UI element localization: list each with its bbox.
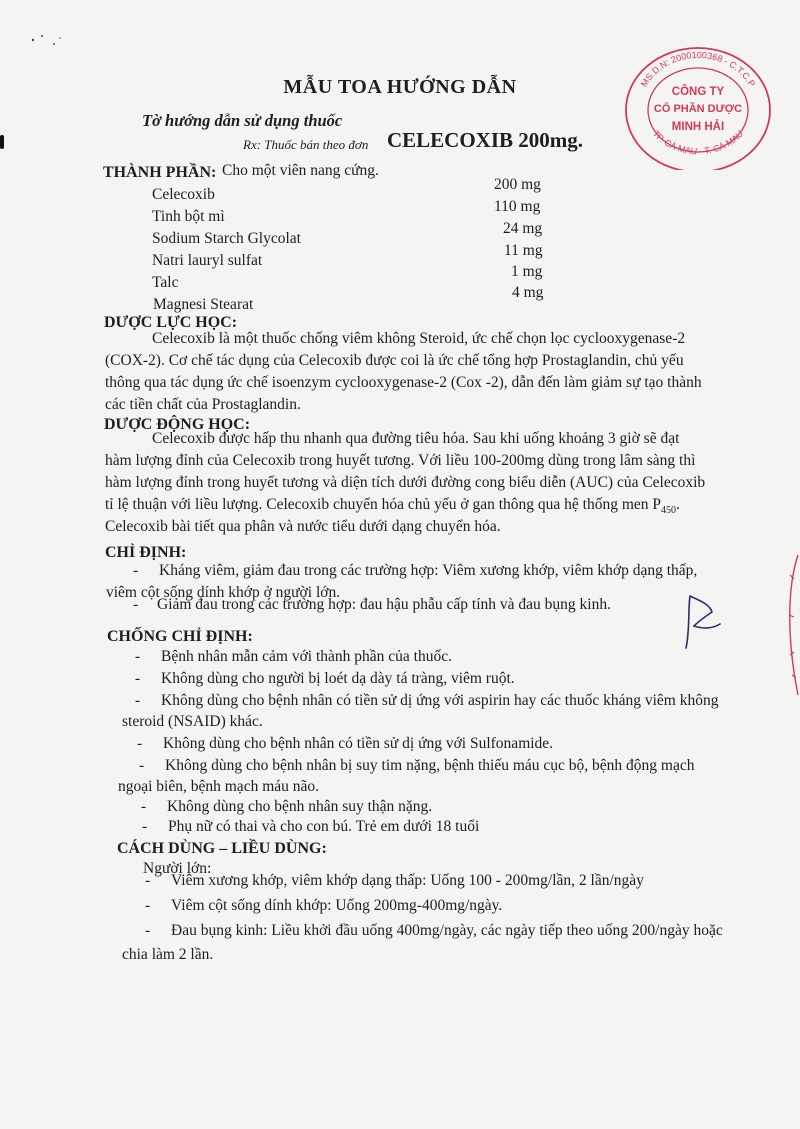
- list-dash: -: [139, 757, 145, 774]
- list-dash: -: [135, 670, 141, 687]
- composition-heading: THÀNH PHẦN:: [103, 164, 217, 181]
- list-text: Không dùng cho bệnh nhân bị suy tim nặng, bệnh thiếu máu cục bộ, bệnh động mạch: [165, 757, 695, 774]
- indications-heading: CHỈ ĐỊNH:: [105, 544, 187, 561]
- stamp-line-1: CÔNG TY: [671, 86, 725, 98]
- paragraph-line: Celecoxib được hấp thu nhanh qua đường tiêu hóa. Sau khi uống khoảng 3 giờ sẽ đạt: [152, 430, 680, 447]
- list-item: [141, 798, 432, 816]
- handwritten-signature: [676, 590, 726, 650]
- list-text: Đau bụng kinh: Liều khởi đầu uống 400mg/ngày, các ngày tiếp theo uống 200/ngày hoặc: [171, 922, 723, 939]
- paragraph-line: ngoại biên, bệnh mạch máu não.: [118, 778, 320, 795]
- ingredient-name: Celecoxib: [152, 186, 215, 203]
- list-item: [145, 872, 644, 890]
- document-subtitle: Tờ hướng dẫn sử dụng thuốc: [142, 111, 343, 130]
- document-title: MẪU TOA HƯỚNG DẪN: [283, 76, 517, 98]
- list-text: Bệnh nhân mẫn cảm với thành phần của thuốc.: [161, 648, 452, 665]
- pharmacokinetics-heading: DƯỢC ĐỘNG HỌC:: [104, 416, 251, 433]
- dosage-heading: CÁCH DÙNG – LIỀU DÙNG:: [117, 840, 327, 857]
- list-item: [135, 692, 719, 710]
- paragraph-line: viêm cột sống dính khớp ở người lớn.: [106, 584, 341, 601]
- list-dash: -: [145, 872, 151, 889]
- ingredient-amount: 1 mg: [511, 263, 543, 280]
- stamp-ring-bottom: TP. CÀ MAU - T. CÀ MAU: [650, 128, 746, 157]
- paragraph-line: (COX-2). Cơ chế tác dụng của Celecoxib được coi là ức chế tổng hợp Prostaglandin, chủ yếu: [105, 352, 684, 369]
- paragraph-line: hàm lượng đỉnh trong huyết tương và diện tích dưới đường cong biểu diễn (AUC) của Celecoxib: [105, 474, 706, 491]
- ingredient-amount: 24 mg: [503, 220, 543, 237]
- list-dash: -: [142, 818, 148, 835]
- ingredient-name: Natri lauryl sulfat: [152, 252, 263, 269]
- paragraph-text: tỉ lệ thuận với liều lượng. Celecoxib chuyển hóa chủ yếu ở gan thông qua hệ thống men P: [105, 496, 662, 513]
- list-text: Kháng viêm, giảm đau trong các trường hợp: Viêm xương khớp, viêm khớp dạng thấp,: [159, 562, 698, 579]
- ingredient-amount: 200 mg: [494, 176, 541, 193]
- ingredient-amount: 110 mg: [494, 198, 541, 215]
- list-item: [135, 670, 515, 688]
- scan-speck-icon: [30, 32, 70, 52]
- list-text: Giảm đau trong các trường hợp: đau hậu phẫu cấp tính và đau bụng kinh.: [157, 596, 611, 613]
- list-dash: -: [135, 648, 141, 665]
- ingredient-amount: 11 mg: [504, 242, 543, 259]
- rx-note: Rx: Thuốc bán theo đơn: [243, 137, 369, 152]
- list-item: [145, 922, 723, 940]
- list-dash: -: [145, 922, 151, 939]
- list-item: [137, 735, 553, 753]
- partial-stamp-edge: [784, 555, 800, 695]
- pharmacodynamics-heading: DƯỢC LỰC HỌC:: [104, 314, 238, 331]
- paragraph-line: [105, 496, 680, 516]
- list-dash: -: [133, 596, 139, 613]
- list-item: [133, 562, 697, 580]
- paragraph-line: steroid (NSAID) khác.: [122, 713, 263, 730]
- list-dash: -: [133, 562, 139, 579]
- paragraph-line: Celecoxib bài tiết qua phân và nước tiểu dưới dạng chuyển hóa.: [105, 518, 501, 535]
- list-dash: -: [141, 798, 147, 815]
- svg-text:MS.D.N: 2000100368 - C.T.C.P: [639, 50, 757, 89]
- punch-mark: [0, 135, 4, 149]
- paragraph-line: Celecoxib là một thuốc chống viêm không Steroid, ức chế chọn lọc cyclooxygenase-2: [152, 330, 686, 347]
- adults-label: Người lớn:: [143, 860, 212, 877]
- list-text: Không dùng cho người bị loét dạ dày tá tràng, viêm ruột.: [161, 670, 515, 687]
- list-item: [133, 596, 611, 614]
- paragraph-line: chia làm 2 lần.: [122, 946, 214, 963]
- list-dash: -: [135, 692, 141, 709]
- list-text: Không dùng cho bệnh nhân suy thận nặng.: [167, 798, 433, 815]
- paragraph-line: thông qua tác dụng ức chế isoenzym cyclooxygenase-2 (Cox -2), dẫn đến làm giảm sự tạo thành: [105, 374, 702, 391]
- list-item: [145, 897, 502, 915]
- list-item: [135, 648, 452, 666]
- stamp-ring-top: MS.D.N: 2000100368 - C.T.C.P: [638, 49, 758, 89]
- subscript: 450: [661, 505, 677, 517]
- list-item: [139, 757, 694, 775]
- list-text: Phụ nữ có thai và cho con bú. Trẻ em dưới 18 tuổi: [168, 818, 480, 835]
- list-text: Không dùng cho bệnh nhân có tiền sử dị ứng với aspirin hay các thuốc kháng viêm không: [161, 692, 719, 709]
- list-item: [142, 818, 479, 836]
- ingredient-amount: 4 mg: [512, 284, 544, 301]
- contraindications-heading: CHỐNG CHỈ ĐỊNH:: [107, 628, 253, 645]
- ingredient-name: Tinh bột mì: [152, 208, 225, 225]
- drug-name: CELECOXIB 200mg.: [387, 128, 584, 152]
- list-dash: -: [145, 897, 151, 914]
- list-dash: -: [137, 735, 143, 752]
- ingredient-name: Magnesi Stearat: [153, 296, 254, 313]
- list-text: Viêm xương khớp, viêm khớp dạng thấp: Uống 100 - 200mg/lần, 2 lần/ngày: [171, 872, 644, 889]
- ingredient-name: Sodium Starch Glycolat: [152, 230, 301, 247]
- list-text: Không dùng cho bệnh nhân có tiền sử dị ứng với Sulfonamide.: [163, 735, 554, 752]
- company-stamp: [618, 40, 778, 170]
- stamp-line-3: MINH HẢI: [671, 121, 725, 133]
- composition-intro: Cho một viên nang cứng.: [222, 162, 379, 179]
- stamp-line-2: CỔ PHẦN DƯỢC: [653, 103, 743, 115]
- ingredient-name: Talc: [152, 274, 179, 291]
- subscript-end: .: [676, 496, 680, 513]
- paragraph-line: hàm lượng đỉnh của Celecoxib trong huyết tương. Với liều 100-200mg dùng trong lâm sàng thì: [105, 452, 696, 469]
- paragraph-line: các tiền chất của Prostaglandin.: [105, 396, 301, 413]
- list-text: Viêm cột sống dính khớp: Uống 200mg-400mg/ngày.: [171, 897, 503, 914]
